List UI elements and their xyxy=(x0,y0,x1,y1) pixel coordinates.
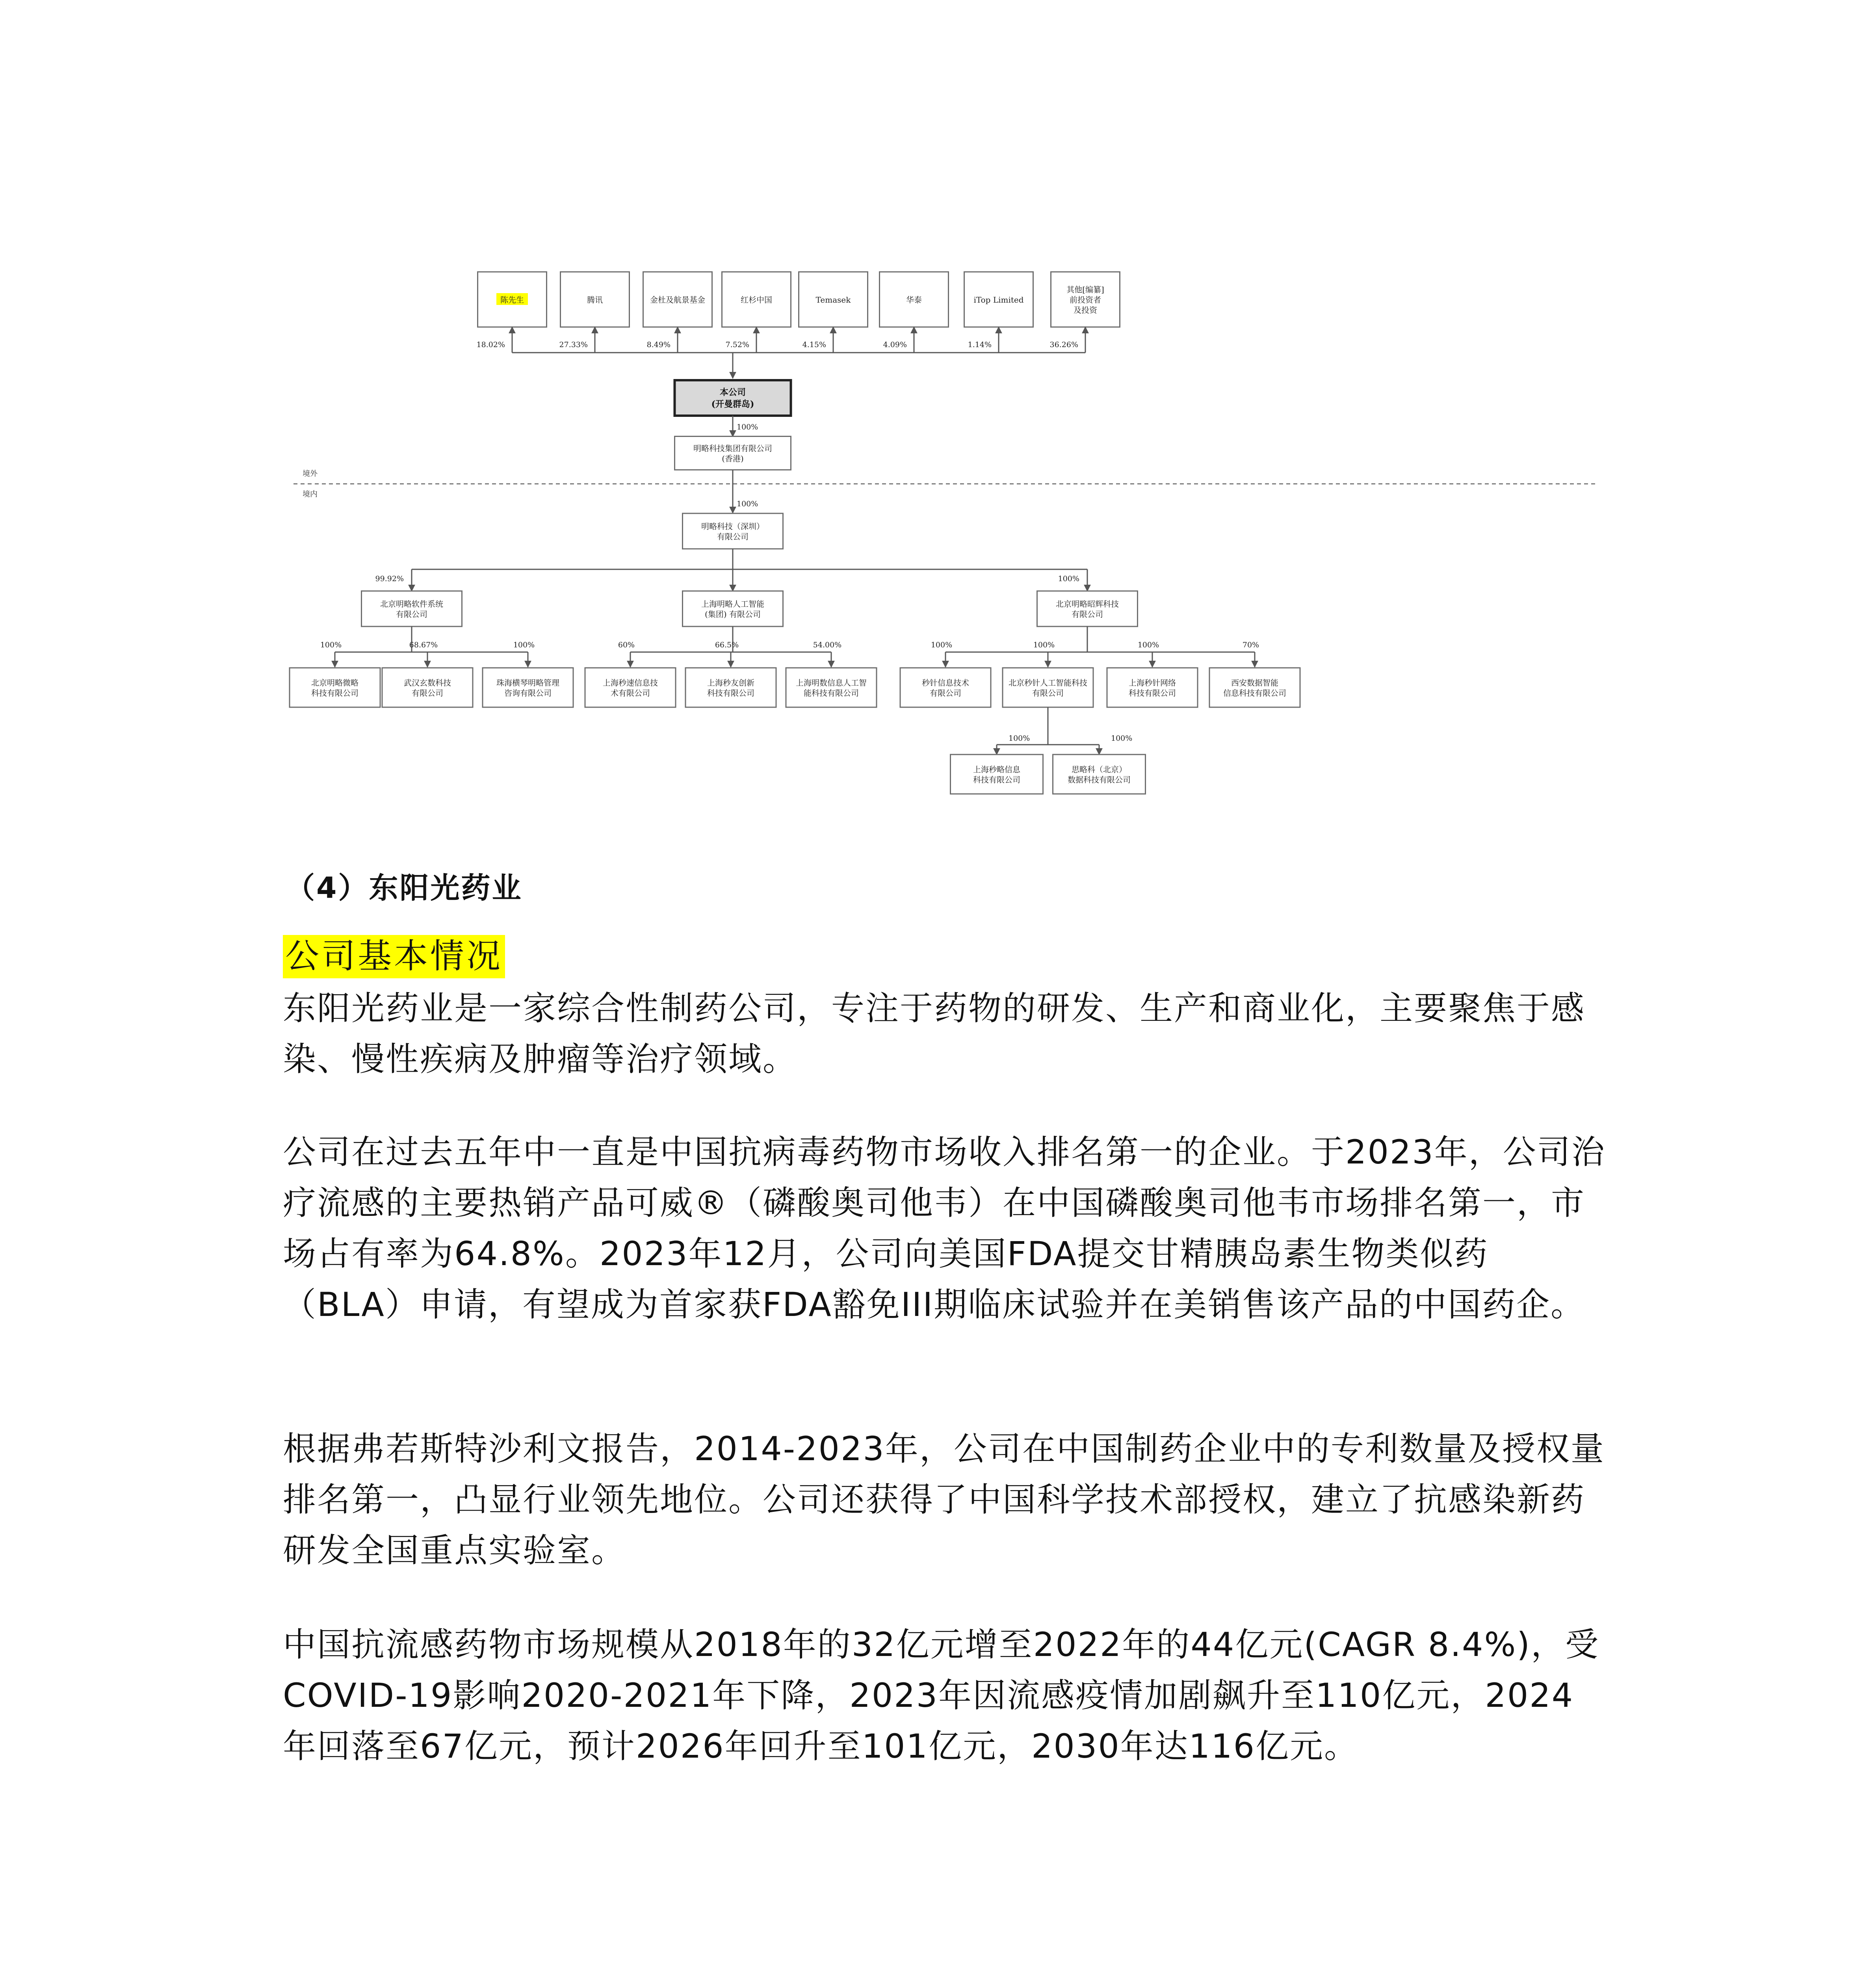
level2-box-label: 北京明略软件系统 xyxy=(380,599,443,609)
level3-box-label: 有限公司 xyxy=(412,688,443,698)
level3-box xyxy=(900,668,991,707)
cn-pct: 100% xyxy=(737,500,758,508)
level3-box-label: 上海秒友创新 xyxy=(707,678,754,688)
shareholder-box-label: 陈先生 xyxy=(500,295,524,305)
level2-box xyxy=(683,591,783,626)
level3-box xyxy=(382,668,473,707)
level3-box xyxy=(786,668,877,707)
level3-box xyxy=(685,668,776,707)
shareholder-pct: 4.15% xyxy=(802,340,826,349)
level3-box-label: 能科技有限公司 xyxy=(804,688,859,698)
level2-box-label: 上海明略人工智能 xyxy=(701,599,764,609)
shareholder-box-label: 腾讯 xyxy=(587,295,603,305)
level2-box-label: 有限公司 xyxy=(1072,610,1103,619)
level2-box xyxy=(1037,591,1138,626)
cn-holding-box xyxy=(683,513,783,549)
level4-box-label: 思略科（北京） xyxy=(1072,765,1127,774)
level3-box-label: 科技有限公司 xyxy=(311,688,358,698)
level3-box xyxy=(1209,668,1300,707)
level3-box-label: 科技有限公司 xyxy=(707,688,754,698)
l3-pct: 100% xyxy=(1137,641,1159,649)
l3-pct: 54.00% xyxy=(813,641,842,649)
level4-box-label: 上海秒略信息 xyxy=(973,765,1020,774)
level3-box-label: 有限公司 xyxy=(1032,688,1064,698)
level2-box-label: 北京明略昭辉科技 xyxy=(1056,599,1119,609)
level3-box xyxy=(290,668,380,707)
shareholder-box-label: Temasek xyxy=(815,295,851,305)
l3-pct: 70% xyxy=(1242,641,1259,649)
hk-holding-box-label: (香港) xyxy=(722,454,744,463)
level2-box xyxy=(362,591,462,626)
level3-box xyxy=(483,668,573,707)
paragraph-company-overview: 东阳光药业是一家综合性制药公司，专注于药物的研发、生产和商业化，主要聚焦于感染、慢性疾病及肿瘤等治疗领域。 xyxy=(283,989,1586,1078)
shareholder-pct: 27.33% xyxy=(559,340,588,349)
hk-holding-box-label: 明略科技集团有限公司 xyxy=(693,444,772,453)
cn-holding-box-label: 明略科技（深圳） xyxy=(701,522,764,531)
level4-box-label: 数据科技有限公司 xyxy=(1068,775,1131,784)
shareholder-pct: 18.02% xyxy=(476,340,505,349)
level3-box-label: 上海明数信息人工智 xyxy=(796,678,867,688)
shareholder-box-label: 及投资 xyxy=(1074,305,1097,315)
level3-box-label: 珠海横琴明略管理 xyxy=(496,678,559,688)
paragraph-market-position: 公司在过去五年中一直是中国抗病毒药物市场收入排名第一的企业。于2023年，公司治疗流感的主要热销产品可威®（磷酸奥司他韦）在中国磷酸奥司他韦市场排名第一，市场占有率为64.8%。2023年12月，公司向美国FDA提交甘精胰岛素生物类似药（BLA）申请，有望成为首家获FDA豁免III期临床试验并在美销售该产品的中国药企。 xyxy=(283,1133,1606,1324)
root-company-box-label: 本公司 xyxy=(719,387,746,398)
l3-pct: 100% xyxy=(1033,641,1055,649)
level4-box xyxy=(951,755,1043,794)
level3-box-label: 上海秒针网络 xyxy=(1129,678,1176,688)
l4-pct: 100% xyxy=(1111,734,1133,743)
shareholder-pct: 1.14% xyxy=(968,340,992,349)
paragraph-market-size: 中国抗流感药物市场规模从2018年的32亿元增至2022年的44亿元(CAGR 8.4%)，受COVID-19影响2020-2021年下降，2023年因流感疫情加剧飙升至110亿元，2024年回落至67亿元，预计2026年回升至101亿元，2030年达116亿元。 xyxy=(283,1625,1600,1766)
hk-pct: 100% xyxy=(737,423,758,431)
level3-box xyxy=(1107,668,1198,707)
region-offshore-label: 境外 xyxy=(303,469,318,478)
sub-heading xyxy=(283,933,505,979)
shareholder-box-label: 华泰 xyxy=(906,295,922,305)
highlighted-sub-heading: 公司基本情况 xyxy=(283,935,505,978)
l2-pct: 99.92% xyxy=(375,574,404,583)
section-heading: （4）东阳光药业 xyxy=(286,871,523,905)
l3-pct: 60% xyxy=(618,641,635,649)
region-onshore-label: 境内 xyxy=(303,490,318,498)
shareholding-structure-chart xyxy=(0,0,1876,827)
l4-pct: 100% xyxy=(1009,734,1030,743)
level3-box-label: 北京明略微略 xyxy=(311,678,358,688)
level3-box xyxy=(1003,668,1093,707)
level3-box-label: 北京秒针人工智能科技 xyxy=(1009,678,1087,688)
l2-pct: 100% xyxy=(1058,574,1079,583)
hk-holding-box xyxy=(675,437,791,470)
level3-box-label: 有限公司 xyxy=(930,688,961,698)
level3-box-label: 科技有限公司 xyxy=(1129,688,1176,698)
shareholder-pct: 7.52% xyxy=(725,340,749,349)
shareholder-pct: 4.09% xyxy=(883,340,907,349)
level3-box-label: 西安数据智能 xyxy=(1231,678,1278,688)
level3-box xyxy=(585,668,676,707)
level2-box-label: 有限公司 xyxy=(396,610,427,619)
level3-box-label: 上海秒速信息技 xyxy=(603,678,658,688)
level4-box xyxy=(1053,755,1146,794)
l3-pct: 100% xyxy=(931,641,953,649)
paragraph-patents: 根据弗若斯特沙利文报告，2014-2023年，公司在中国制药企业中的专利数量及授权量排名第一，凸显行业领先地位。公司还获得了中国科学技术部授权，建立了抗感染新药研发全国重点实验室。 xyxy=(283,1429,1605,1570)
shareholder-box-label: 红杉中国 xyxy=(741,295,772,305)
root-company-box-label: (开曼群岛) xyxy=(711,399,754,409)
shareholder-box-label: 金杜及航景基金 xyxy=(650,295,705,305)
l3-pct: 66.5% xyxy=(715,641,739,649)
level2-box-label: (集团) 有限公司 xyxy=(705,610,761,619)
level3-box-label: 术有限公司 xyxy=(611,688,650,698)
shareholder-box-label: 前投资者 xyxy=(1070,295,1101,305)
l3-pct: 68.67% xyxy=(409,641,438,649)
level3-box-label: 秒针信息技术 xyxy=(922,678,969,688)
l3-pct: 100% xyxy=(513,641,535,649)
level3-box-label: 咨询有限公司 xyxy=(504,688,552,698)
shareholder-box-label: 其他[编纂] xyxy=(1066,285,1104,294)
shareholder-pct: 8.49% xyxy=(646,340,671,349)
cn-holding-box-label: 有限公司 xyxy=(717,532,749,541)
shareholder-box-label: iTop Limited xyxy=(973,295,1024,305)
level4-box-label: 科技有限公司 xyxy=(973,775,1020,784)
l3-pct: 100% xyxy=(320,641,342,649)
root-company-box xyxy=(675,380,791,416)
shareholder-pct: 36.26% xyxy=(1049,340,1078,349)
level3-box-label: 武汉玄数科技 xyxy=(404,678,451,688)
level3-box-label: 信息科技有限公司 xyxy=(1223,688,1286,698)
